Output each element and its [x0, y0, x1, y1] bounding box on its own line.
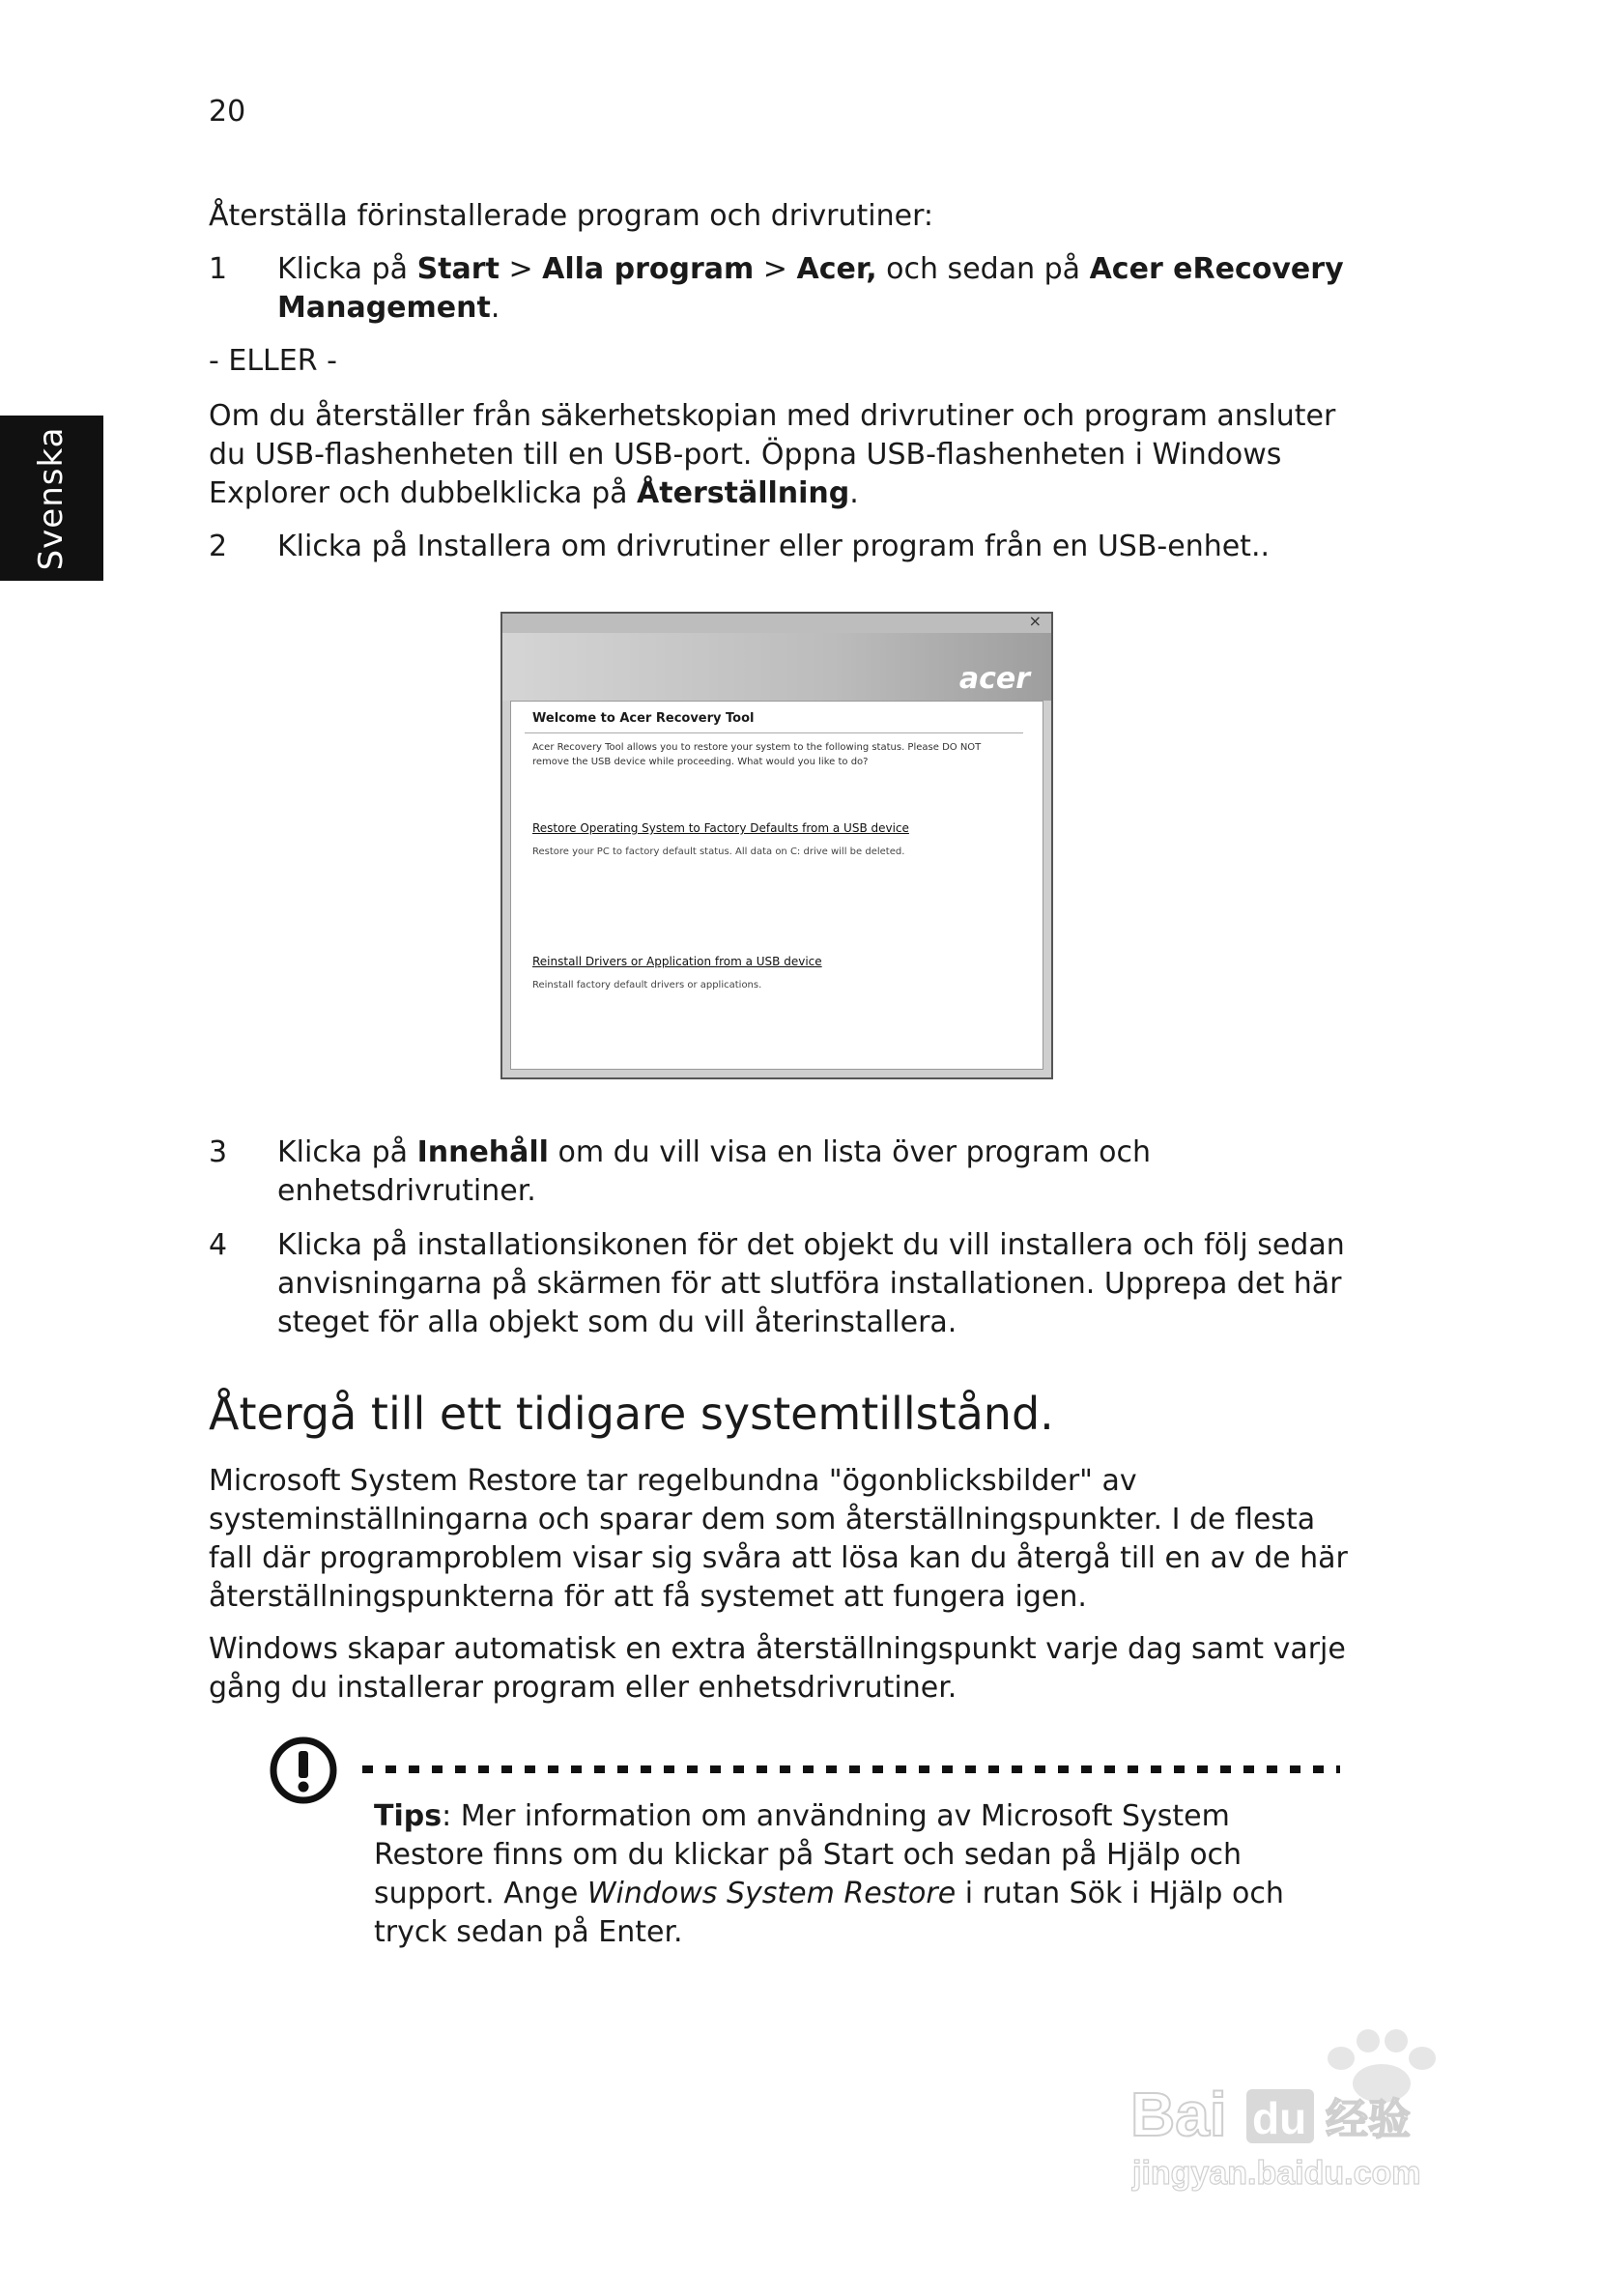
dialog-header: [502, 633, 1051, 701]
recovery-tool-screenshot: [500, 612, 1053, 1079]
step-2-text: Klicka på Installera om drivrutiner eller program från en USB-enhet..: [277, 530, 1271, 563]
dialog-description: Acer Recovery Tool allows you to restore your system to the following status. Please DO NOT remove the USB device while proceeding. What would you like to do?: [532, 742, 982, 767]
exclamation-icon: [269, 1736, 338, 1805]
step-1-number: 1: [209, 252, 228, 286]
language-side-tab: [0, 416, 103, 581]
paw-icon: [1121, 2020, 1507, 2194]
tip-text: Tips: Mer information om användning av Microsoft System Restore finns om du klickar på Start och sedan på Hjälp och support. Ange Windows System Restore i rutan Sök i Hjälp och tryck sedan på Enter.: [374, 1799, 1284, 1949]
usb-paragraph: Om du återställer från säkerhetskopian med drivrutiner och program ansluter du USB-flashenheten till en USB-port. Öppna USB-flashenheten i Windows Explorer och dubbelklicka på Återställning.: [209, 399, 1336, 510]
step-2-number: 2: [209, 530, 228, 563]
tip-dashed-divider: [362, 1765, 1340, 1774]
watermark-url: jingyan.baidu.com: [1132, 2155, 1421, 2192]
dialog-title: Welcome to Acer Recovery Tool: [532, 711, 755, 726]
or-separator: - ELLER -: [209, 344, 337, 378]
side-tab-label: Svenska: [32, 426, 71, 571]
intro-text: Återställa förinstallerade program och drivrutiner:: [209, 199, 933, 233]
dialog-divider: [525, 732, 1023, 733]
step-3-text: Klicka på Innehåll om du vill visa en lista över program och enhetsdrivrutiner.: [277, 1135, 1152, 1208]
section-heading: Återgå till ett tidigare systemtillstånd.: [209, 1388, 1054, 1440]
step-4-number: 4: [209, 1228, 228, 1262]
dialog-body: [510, 701, 1043, 1070]
baidu-watermark: [1121, 2020, 1507, 2194]
watermark-brand: Bai: [1130, 2080, 1227, 2149]
dialog-titlebar: [502, 614, 1051, 633]
watermark-cn: 经验: [1326, 2095, 1411, 2144]
restore-os-link[interactable]: Restore Operating System to Factory Defaults from a USB device: [532, 821, 909, 835]
close-icon[interactable]: ×: [1028, 612, 1042, 630]
restore-points-paragraph: Windows skapar automatisk en extra återställningspunkt varje dag samt varje gång du installerar program eller enhetsdrivrutiner.: [209, 1632, 1346, 1705]
step-4-text: Klicka på installationsikonen för det objekt du vill installera och följ sedan anvisningarna på skärmen för att slutföra installationen. Upprepa det här steget för alla objekt som du vill återinstallera.: [277, 1228, 1345, 1339]
restore-os-description: Restore your PC to factory default status. All data on C: drive will be deleted.: [532, 847, 905, 857]
page-number: 20: [209, 95, 246, 129]
reinstall-drivers-link[interactable]: Reinstall Drivers or Application from a USB device: [532, 955, 822, 968]
step-1-text: Klicka på Start > Alla program > Acer, och sedan på Acer eRecovery Management.: [277, 252, 1344, 325]
reinstall-drivers-description: Reinstall factory default drivers or applications.: [532, 980, 762, 990]
system-restore-paragraph: Microsoft System Restore tar regelbundna "ögonblicksbilder" av systeminställningarna och sparar dem som återställningspunkter. I de flesta fall där programproblem visar sig svåra att lösa kan du återgå till en av de här återställningspunkterna för att få systemet att fungera igen.: [209, 1464, 1348, 1614]
step-3-number: 3: [209, 1135, 228, 1169]
acer-logo: acer: [958, 662, 1030, 696]
watermark-brand-2: du: [1252, 2093, 1307, 2143]
